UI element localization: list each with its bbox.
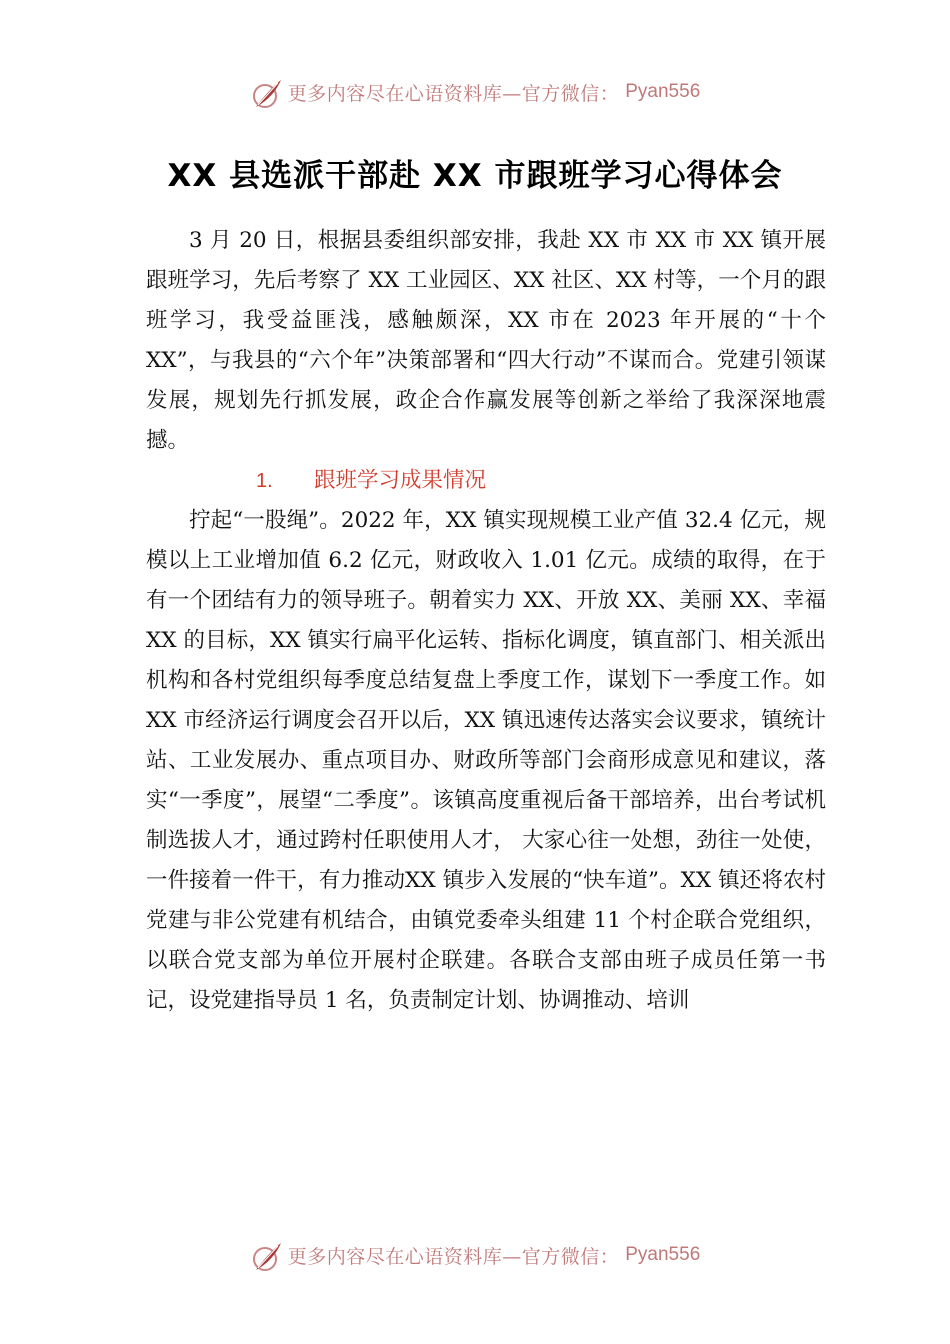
section-label: 跟班学习成果情况 xyxy=(314,468,487,493)
watermark-wechat-id: Pyan556 xyxy=(625,81,701,102)
watermark-text: 更多内容尽在心语资料库—官方微信： xyxy=(287,1245,620,1268)
feather-quill-logo-icon xyxy=(250,1240,284,1274)
watermark-banner-bottom xyxy=(0,1235,950,1275)
feather-quill-logo-icon xyxy=(250,77,284,111)
section-number: 1. xyxy=(256,470,273,492)
document-body xyxy=(146,221,826,1021)
document-title: XX 县选派干部赴 XX 市跟班学习心得体会 xyxy=(167,158,783,194)
watermark-banner-top xyxy=(0,72,950,112)
section-heading xyxy=(146,461,826,501)
paragraph-body: 拧起“一股绳”。2022 年，XX 镇实现规模工业产值 32.4 亿元，规模以上工业增加值 6.2 亿元，财政收入 1.01 亿元。成绩的取得，在于有一个团结有力的领导班子。朝着实力 XX、开放 XX、美丽 XX、幸福 XX 的目标，XX 镇实行扁平化运转、指标化调度，镇直部门、相关派出机构和各村党组织每季度总结复盘上季度工作，谋划下一季度工作。如 XX 市经济运行调度会召开以后，XX 镇迅速传达落实会议要求，镇统计站、工业发展办、重点项目办、财政所等部门会商形成意见和建议，落实“一季度”，展望“二季度”。该镇高度重视后备干部培养，出台考试机制选拔人才，通过跨村任职使用人才， 大家心往一处想，劲往一处使，一件接着一件干，有力推动XX 镇步入发展的“快车道”。XX 镇还将农村党建与非公党建有机结合，由镇党委牵头组建 11 个村企联合党组织，以联合党支部为单位开展村企联建。各联合支部由班子成员任第一书记，设党建指导员 1 名，负责制定计划、协调推动、培训 xyxy=(146,508,826,1013)
paragraph-intro: 3 月 20 日，根据县委组织部安排，我赴 XX 市 XX 市 XX 镇开展跟班学习，先后考察了 XX 工业园区、XX 社区、XX 村等，一个月的跟班学习，我受益匪浅，感触颇深，XX 市在 2023 年开展的“十个 XX”，与我县的“六个年”决策部署和“四大行动”不谋而合。党建引领谋发展，规划先行抓发展，政企合作赢发展等创新之举给了我深深地震撼。 xyxy=(146,228,826,453)
watermark-wechat-id: Pyan556 xyxy=(625,1244,701,1265)
watermark-text: 更多内容尽在心语资料库—官方微信： xyxy=(287,82,620,105)
